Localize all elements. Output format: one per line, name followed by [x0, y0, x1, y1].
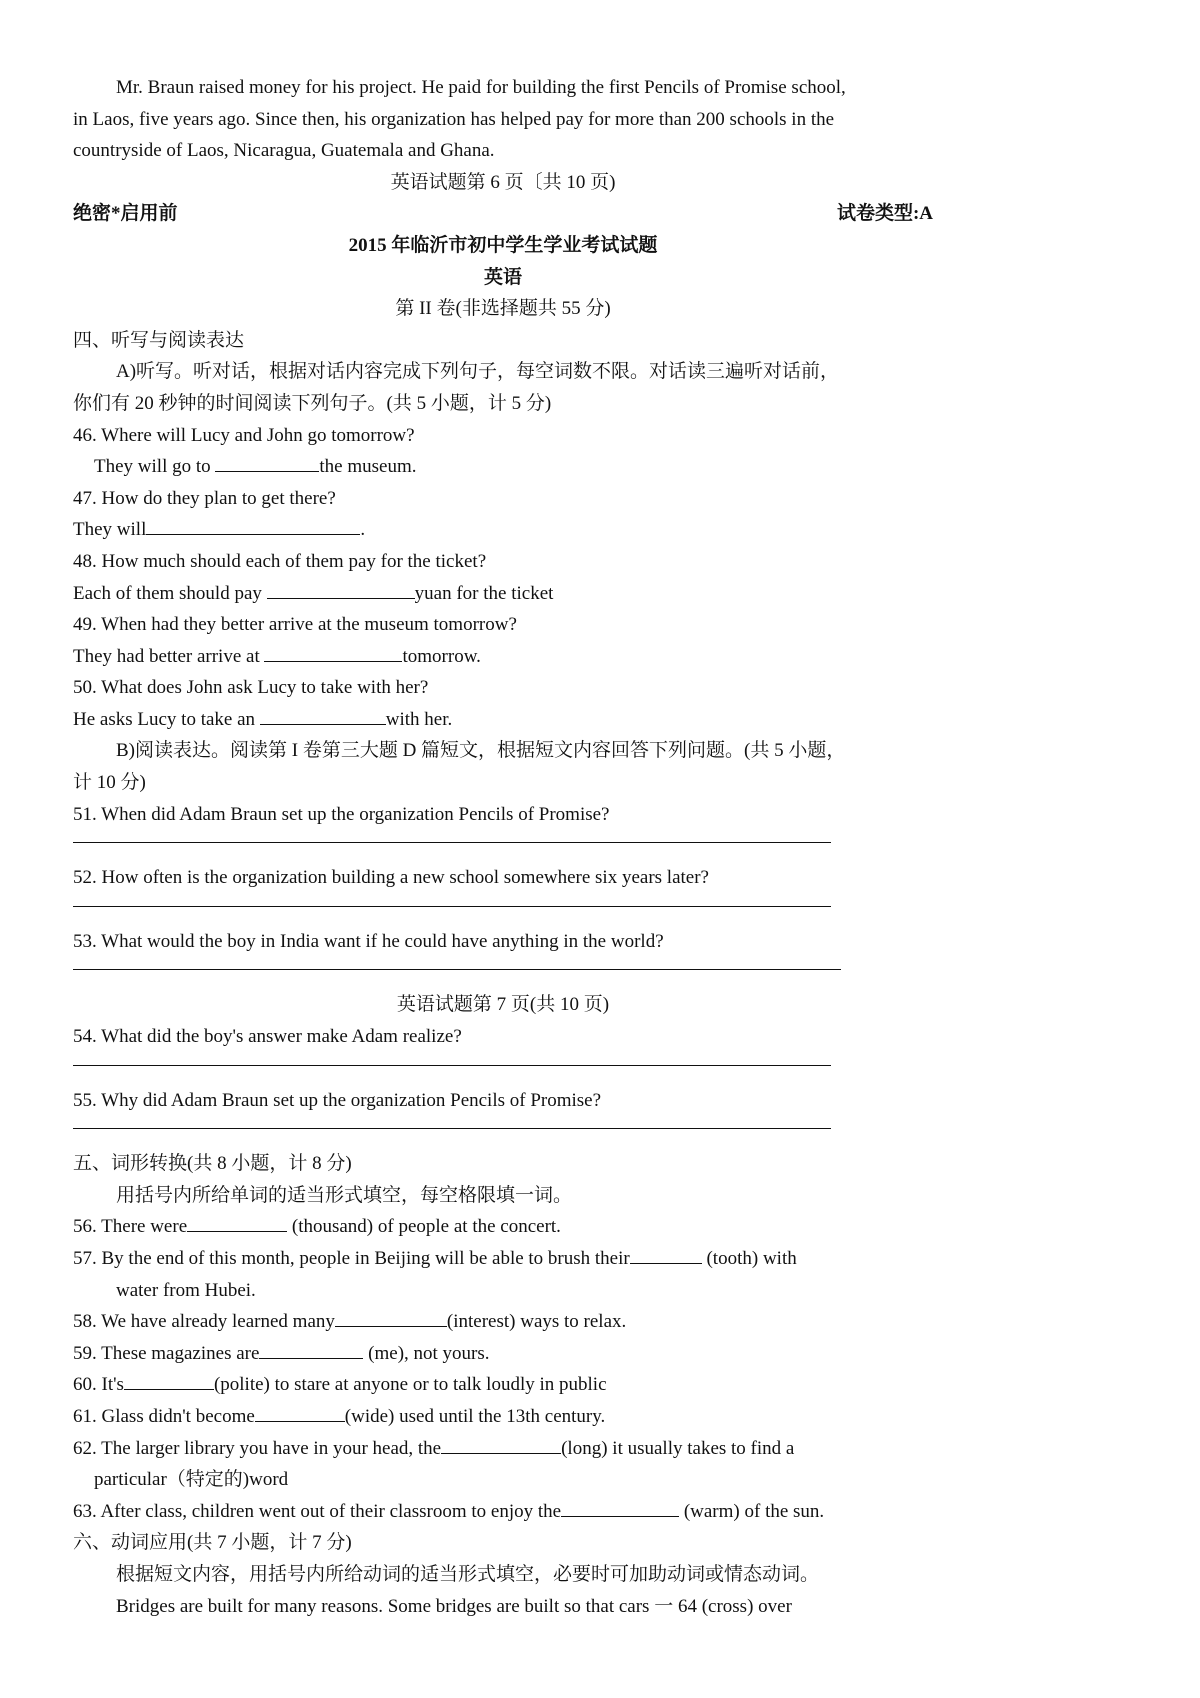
- answer-line[interactable]: [73, 1053, 831, 1066]
- question-49: 49. When had they better arrive at the museum tomorrow?: [73, 614, 517, 636]
- page-footer: 英语试题第 7 页(共 10 页): [396, 994, 610, 1016]
- passage-line: in Laos, five years ago. Since then, his organization has helped pay for more than 200 schools in the: [73, 108, 835, 130]
- answer-46: They will go to the museum.: [73, 451, 933, 483]
- page-footer: 英语试题第 6 页〔共 10 页): [390, 171, 616, 193]
- section-heading: 四、听写与阅读表达: [73, 329, 245, 351]
- instructions: 你们有 20 秒钟的时间阅读下列句子。(共 5 小题，计 5 分): [73, 392, 552, 414]
- question-55: 55. Why did Adam Braun set up the organization Pencils of Promise?: [73, 1089, 602, 1111]
- question-63: 63. After class, children went out of their classroom to enjoy the (warm) of the sun.: [73, 1496, 933, 1528]
- paper-type-label: 试卷类型:A: [836, 203, 933, 225]
- passage-line: countryside of Laos, Nicaragua, Guatemala and Ghana.: [73, 140, 495, 162]
- question-51: 51. When did Adam Braun set up the organization Pencils of Promise?: [73, 803, 610, 825]
- question-59: 59. These magazines are (me), not yours.: [73, 1338, 933, 1370]
- answer-47: They will .: [73, 514, 933, 546]
- answer-blank[interactable]: [267, 578, 415, 599]
- question-50: 50. What does John ask Lucy to take with her?: [73, 677, 429, 699]
- section-heading: 六、动词应用(共 7 小题，计 7 分): [73, 1532, 352, 1554]
- answer-48: Each of them should pay yuan for the ticket: [73, 578, 933, 610]
- question-46: 46. Where will Lucy and John go tomorrow?: [73, 424, 415, 446]
- question-62-cont: particular（特定的)word: [94, 1469, 289, 1491]
- answer-blank[interactable]: [630, 1243, 702, 1264]
- answer-blank[interactable]: [255, 1401, 345, 1422]
- question-62: 62. The larger library you have in your head, the (long) it usually takes to find a: [73, 1433, 933, 1465]
- answer-49: They had better arrive at tomorrow.: [73, 641, 933, 673]
- answer-blank[interactable]: [264, 641, 402, 662]
- answer-blank[interactable]: [260, 704, 386, 725]
- answer-line[interactable]: [73, 1116, 831, 1129]
- answer-blank[interactable]: [561, 1496, 679, 1517]
- header-row: [73, 198, 933, 230]
- answer-blank[interactable]: [259, 1338, 363, 1359]
- confidential-label: 绝密*启用前: [73, 203, 178, 225]
- answer-line[interactable]: [73, 957, 841, 970]
- answer-blank[interactable]: [441, 1433, 561, 1454]
- answer-line[interactable]: [73, 894, 831, 907]
- question-57: 57. By the end of this month, people in Beijing will be able to brush their (tooth) with: [73, 1243, 933, 1275]
- answer-line[interactable]: [73, 830, 831, 843]
- answer-blank[interactable]: [124, 1369, 214, 1390]
- question-56: 56. There were (thousand) of people at the concert.: [73, 1211, 933, 1243]
- answer-blank[interactable]: [146, 514, 360, 535]
- question-61: 61. Glass didn't become (wide) used until the 13th century.: [73, 1401, 933, 1433]
- question-48: 48. How much should each of them pay for the ticket?: [73, 550, 487, 572]
- instructions: 计 10 分): [73, 772, 146, 794]
- question-54: 54. What did the boy's answer make Adam realize?: [73, 1026, 462, 1048]
- answer-50: He asks Lucy to take an with her.: [73, 704, 933, 736]
- passage-line: Mr. Braun raised money for his project. He paid for building the first Pencils of Promise school,: [116, 77, 846, 98]
- answer-blank[interactable]: [187, 1211, 287, 1232]
- question-57-cont: water from Hubei.: [116, 1279, 256, 1301]
- question-52: 52. How often is the organization building a new school somewhere six years later?: [73, 867, 709, 889]
- section-heading: 五、词形转换(共 8 小题，计 8 分): [73, 1153, 352, 1175]
- answer-blank[interactable]: [335, 1306, 447, 1327]
- question-47: 47. How do they plan to get there?: [73, 487, 336, 509]
- instructions: A)听写。听对话，根据对话内容完成下列句子，每空词数不限。对话读三遍听对话前，: [116, 361, 840, 383]
- exam-part: 第 II 卷(非选择题共 55 分): [395, 298, 611, 320]
- instructions: 根据短文内容，用括号内所给动词的适当形式填空，必要时可加助动词或情态动词。: [116, 1563, 820, 1585]
- exam-title: 2015 年临沂市初中学生学业考试试题: [348, 234, 658, 256]
- question-58: 58. We have already learned many (interest) ways to relax.: [73, 1306, 933, 1338]
- question-53: 53. What would the boy in India want if he could have anything in the world?: [73, 930, 664, 952]
- instructions: B)阅读表达。阅读第 I 卷第三大题 D 篇短文，根据短文内容回答下列问题。(共 5 小题，: [116, 740, 846, 762]
- instructions: 用括号内所给单词的适当形式填空，每空格限填一词。: [116, 1184, 573, 1206]
- answer-blank[interactable]: [215, 451, 319, 472]
- exam-subject: 英语: [483, 266, 522, 288]
- exam-page: [73, 72, 933, 1622]
- passage-line: Bridges are built for many reasons. Some bridges are built so that cars 一 64 (cross) over: [116, 1595, 792, 1617]
- question-60: 60. It's (polite) to stare at anyone or to talk loudly in public: [73, 1369, 933, 1401]
